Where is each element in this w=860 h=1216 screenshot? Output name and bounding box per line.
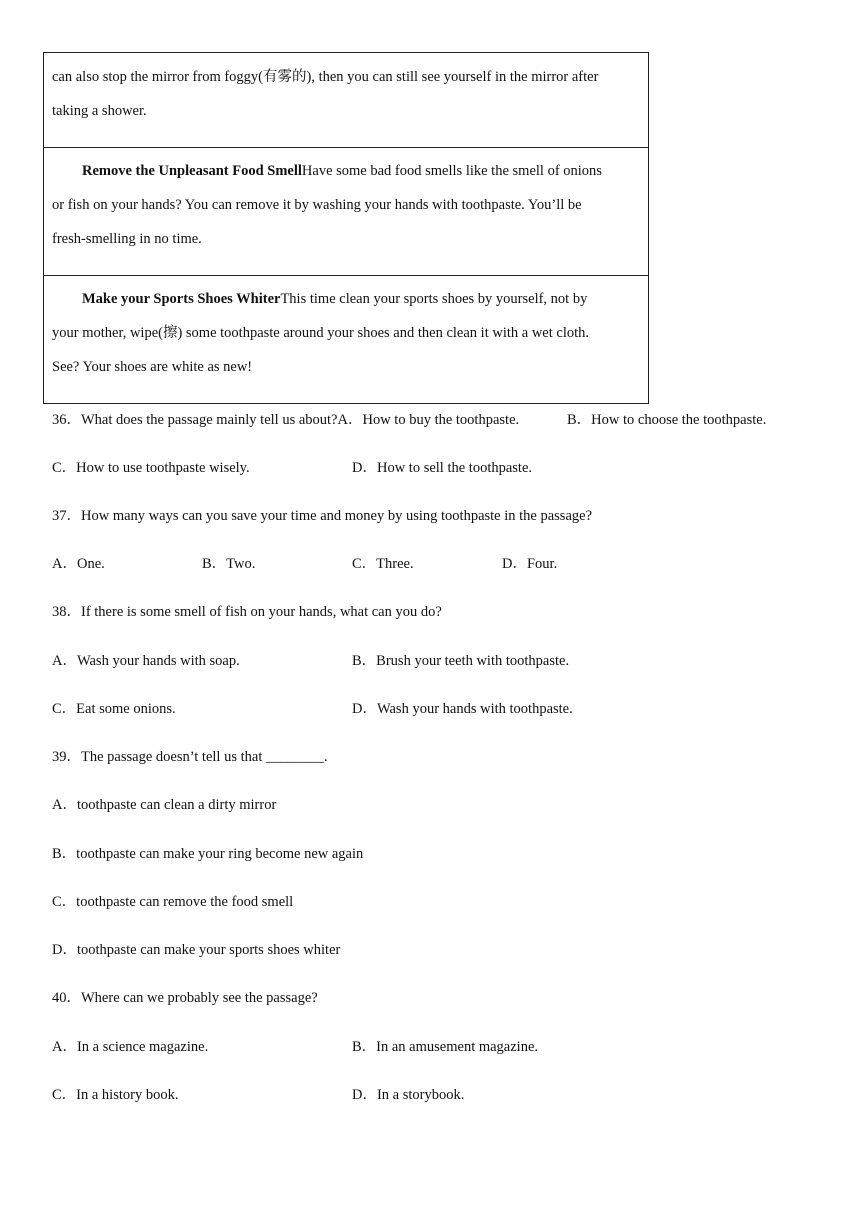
option-b: B．Brush your teeth with toothpaste. xyxy=(352,653,570,669)
option-b: B．Two. xyxy=(202,556,256,572)
question-38: 38．If there is some smell of fish on your hands, what can you do? xyxy=(52,604,442,620)
option-d: D．How to sell the toothpaste. xyxy=(352,460,533,476)
option-b: B．How to choose the toothpaste. xyxy=(567,412,767,428)
option-d: D．In a storybook. xyxy=(352,1087,465,1103)
cell-text-line: can also stop the mirror from foggy(有雾的), then you can still see yourself in the mirror after xyxy=(52,69,599,85)
option-b: B．In an amusement magazine. xyxy=(352,1039,539,1055)
option-c: C．In a history book. xyxy=(52,1087,179,1103)
question-40: 40．Where can we probably see the passage? xyxy=(52,990,318,1006)
option-a: A．One. xyxy=(52,556,105,572)
cell-text-line xyxy=(52,154,640,188)
passage-cell-food-smell xyxy=(44,147,648,275)
option-c: C．Three. xyxy=(352,556,414,572)
passage-table xyxy=(43,52,649,404)
option-d: D．Wash your hands with toothpaste. xyxy=(352,701,573,717)
question-39: 39．The passage doesn’t tell us that ________. xyxy=(52,749,328,765)
cell-text-line xyxy=(52,282,640,316)
cell-heading: Make your Sports Shoes Whiter xyxy=(82,291,281,307)
passage-cell-mirror xyxy=(44,53,648,147)
option-a: A．In a science magazine. xyxy=(52,1039,209,1055)
cell-text: Have some bad food smells like the smell of onions xyxy=(301,163,602,179)
passage-cell-shoes xyxy=(44,275,648,403)
cell-heading: Remove the Unpleasant Food Smell xyxy=(82,163,302,179)
cell-text-line: or fish on your hands? You can remove it by washing your hands with toothpaste. You’ll be xyxy=(52,197,582,213)
question-stem: 36．What does the passage mainly tell us about? xyxy=(52,412,338,428)
cell-text-line: fresh-smelling in no time. xyxy=(52,231,202,247)
option-d: D．toothpaste can make your sports shoes whiter xyxy=(52,942,341,958)
option-c: C．toothpaste can remove the food smell xyxy=(52,894,294,910)
question-37: 37．How many ways can you save your time and money by using toothpaste in the passage? xyxy=(52,508,593,524)
option-a: A．How to buy the toothpaste. xyxy=(337,412,520,428)
cell-text-line: See? Your shoes are white as new! xyxy=(52,359,253,375)
option-c: C．How to use toothpaste wisely. xyxy=(52,460,250,476)
option-a: A．toothpaste can clean a dirty mirror xyxy=(52,797,277,813)
cell-text: This time clean your sports shoes by yourself, not by xyxy=(280,291,588,307)
option-c: C．Eat some onions. xyxy=(52,701,176,717)
question-36 xyxy=(52,410,519,430)
cell-text-line: your mother, wipe(擦) some toothpaste around your shoes and then clean it with a wet cloth. xyxy=(52,325,589,341)
option-b: B．toothpaste can make your ring become new again xyxy=(52,846,364,862)
option-d: D．Four. xyxy=(502,556,558,572)
option-a: A．Wash your hands with soap. xyxy=(52,653,240,669)
cell-text-line: taking a shower. xyxy=(52,103,147,119)
